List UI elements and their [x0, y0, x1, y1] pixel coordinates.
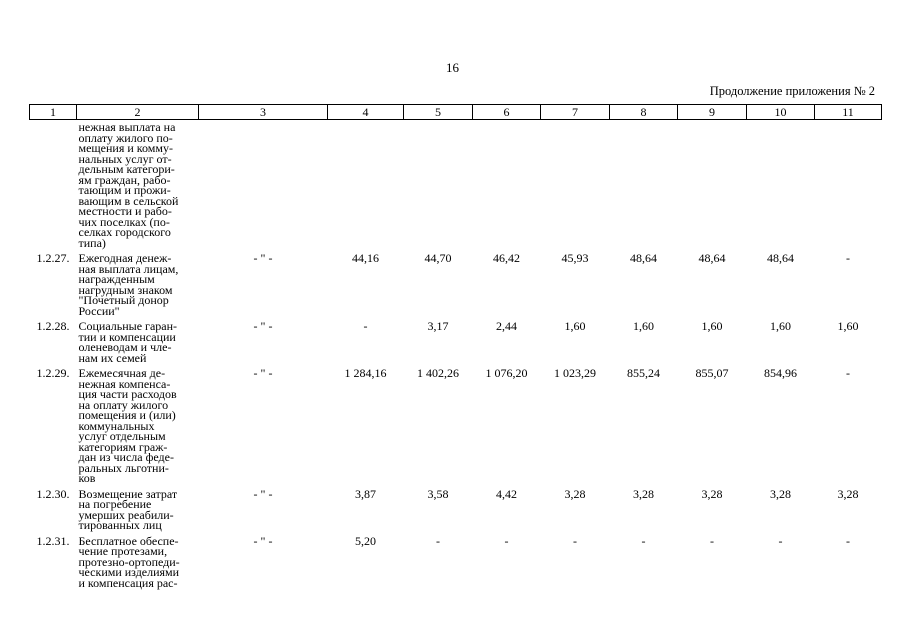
row-unit: - " - — [253, 486, 273, 501]
row-name-line: категориям граж- — [78, 439, 168, 454]
row-name-line: коммунальных — [78, 418, 155, 433]
row-value: 44,70 — [424, 251, 452, 265]
row-value: 1,60 — [633, 319, 654, 333]
row-name-line: Бесплатное обеспе- — [78, 533, 179, 548]
row-value: 3,28 — [564, 486, 586, 501]
column-header: 11 — [815, 105, 882, 120]
row-code: 1.2.30. — [36, 486, 70, 501]
column-header: 7 — [541, 105, 610, 120]
row-name — [77, 319, 199, 366]
row-value — [815, 120, 882, 252]
row-name-line: селках городского — [78, 225, 171, 239]
column-header: 1 — [30, 105, 77, 120]
row-value: 1 284,16 — [344, 366, 387, 380]
row-value: 46,42 — [493, 251, 520, 265]
row-name-line: награжденным — [78, 272, 155, 286]
row-name-line: тающим и прожи- — [78, 183, 171, 197]
page-number: 16 — [446, 60, 459, 75]
continuation-note: Продолжение приложения № 2 — [709, 84, 875, 98]
row-name-line: Возмещение затрат — [78, 486, 178, 501]
row-value: 1,60 — [837, 319, 859, 333]
row-name-line: нежная компенса- — [78, 376, 171, 391]
row-value: 2,44 — [496, 319, 517, 333]
row-name-line: чение протезами, — [78, 544, 168, 558]
column-header: 4 — [328, 105, 404, 120]
row-value: 5,20 — [355, 533, 376, 548]
column-header: 6 — [473, 105, 541, 120]
row-value: 48,64 — [698, 251, 726, 265]
row-name-line: нам их семей — [78, 350, 147, 365]
column-number-row — [30, 105, 882, 120]
row-name-line: оплату жилого по- — [78, 130, 173, 145]
row-name-line: нежная выплата на — [78, 120, 176, 134]
table-row — [30, 366, 882, 487]
row-value: - — [436, 533, 440, 548]
row-value: - — [778, 533, 783, 548]
row-unit: - " - — [253, 533, 273, 548]
column-header: 10 — [747, 105, 815, 120]
row-value: - — [363, 319, 368, 333]
row-value: 3,28 — [770, 486, 791, 501]
row-value: 854,96 — [764, 366, 797, 380]
row-value: 855,07 — [695, 366, 729, 380]
row-value: - — [846, 366, 850, 380]
row-name-line: умерших реабили- — [78, 507, 174, 522]
table-row — [30, 319, 882, 366]
row-value: 3,87 — [355, 486, 376, 501]
row-code: 1.2.28. — [36, 319, 70, 333]
row-value: 48,64 — [767, 251, 794, 265]
row-value: 1 076,20 — [485, 366, 528, 380]
row-value: 3,28 — [633, 486, 654, 501]
row-name-line: протезно-ортопеди- — [78, 554, 180, 569]
row-value: 1 023,29 — [554, 366, 596, 380]
row-name-line: тированных лиц — [78, 518, 162, 532]
row-name-line: ческими изделиями — [78, 565, 180, 579]
row-name-line: и компенсация рас- — [78, 575, 178, 590]
row-value: - — [846, 251, 850, 265]
row-name-line: Ежегодная денеж- — [78, 251, 172, 265]
column-header: 5 — [404, 105, 473, 120]
row-value: 1,60 — [701, 319, 723, 333]
row-value: - — [573, 533, 577, 548]
row-name-line: Ежемесячная де- — [78, 366, 166, 380]
row-value — [404, 120, 473, 252]
row-name — [77, 534, 199, 592]
row-value: 1,60 — [564, 319, 586, 333]
row-code — [30, 120, 77, 252]
row-name-line: чих поселках (по- — [78, 214, 170, 229]
row-name-line: нальных услуг от- — [78, 151, 172, 166]
row-name — [77, 120, 199, 252]
row-value — [747, 120, 815, 252]
row-value — [610, 120, 678, 252]
row-code: 1.2.27. — [36, 251, 70, 265]
table-row — [30, 534, 882, 592]
row-unit: - " - — [253, 319, 273, 333]
row-name-line: оленеводам и чле- — [78, 340, 172, 354]
row-name-line: ральных льготни- — [78, 460, 169, 475]
row-value — [541, 120, 610, 252]
row-name-line: тии и компенсации — [78, 329, 176, 344]
row-value: - — [710, 533, 714, 548]
row-name-line: "Почетный донор — [78, 293, 169, 307]
row-value: - — [641, 533, 646, 548]
table-row — [30, 120, 882, 252]
row-name — [77, 366, 199, 487]
row-value: 45,93 — [561, 251, 589, 265]
row-unit: - " - — [253, 251, 273, 265]
row-value — [473, 120, 541, 252]
column-header: 2 — [77, 105, 199, 120]
row-name-line: России" — [78, 303, 120, 318]
column-header: 3 — [199, 105, 328, 120]
row-value: 4,42 — [496, 486, 517, 501]
row-name-line: на оплату жилого — [78, 397, 169, 412]
row-value: 855,24 — [627, 366, 660, 380]
row-name-line: ная выплата лицам, — [78, 261, 179, 276]
row-name — [77, 487, 199, 534]
row-value: 3,28 — [837, 486, 859, 501]
row-value: 3,17 — [427, 319, 449, 333]
row-code: 1.2.31. — [36, 533, 70, 548]
row-name-line: ков — [78, 471, 96, 485]
row-name-line: мещения и комму- — [78, 141, 173, 155]
column-header: 8 — [610, 105, 678, 120]
table-body — [30, 120, 882, 592]
row-name-line: местности и рабо- — [78, 204, 172, 218]
row-value: - — [504, 533, 509, 548]
row-value: 3,28 — [701, 486, 723, 501]
row-name-line: на погребение — [78, 497, 152, 511]
row-name-line: услуг отдельным — [78, 429, 166, 443]
row-value: 48,64 — [630, 251, 657, 265]
row-name-line: нагрудным знаком — [78, 282, 173, 297]
row-name-line: дан из числа феде- — [78, 450, 174, 464]
table-row — [30, 487, 882, 534]
row-value: 1,60 — [770, 319, 791, 333]
row-unit — [199, 120, 328, 252]
table-row — [30, 251, 882, 319]
row-name-line: дельным категори- — [78, 162, 175, 176]
row-name-line: Социальные гаран- — [78, 319, 178, 333]
row-name-line: ям граждан, рабо- — [78, 172, 171, 187]
row-value: 3,58 — [427, 486, 449, 501]
row-value: - — [846, 533, 850, 548]
row-name-line: вающим в сельской — [78, 193, 179, 208]
row-name — [77, 251, 199, 319]
row-code: 1.2.29. — [36, 366, 70, 380]
row-name-line: ция части расходов — [78, 387, 177, 401]
row-unit: - " - — [253, 366, 273, 380]
row-value: 1 402,26 — [417, 366, 459, 380]
row-name-line: типа) — [78, 235, 106, 250]
column-header: 9 — [678, 105, 747, 120]
budget-table — [29, 104, 882, 591]
row-value: 44,16 — [352, 251, 379, 265]
row-value — [328, 120, 404, 252]
row-name-line: помещения и (или) — [78, 408, 176, 422]
row-value — [678, 120, 747, 252]
